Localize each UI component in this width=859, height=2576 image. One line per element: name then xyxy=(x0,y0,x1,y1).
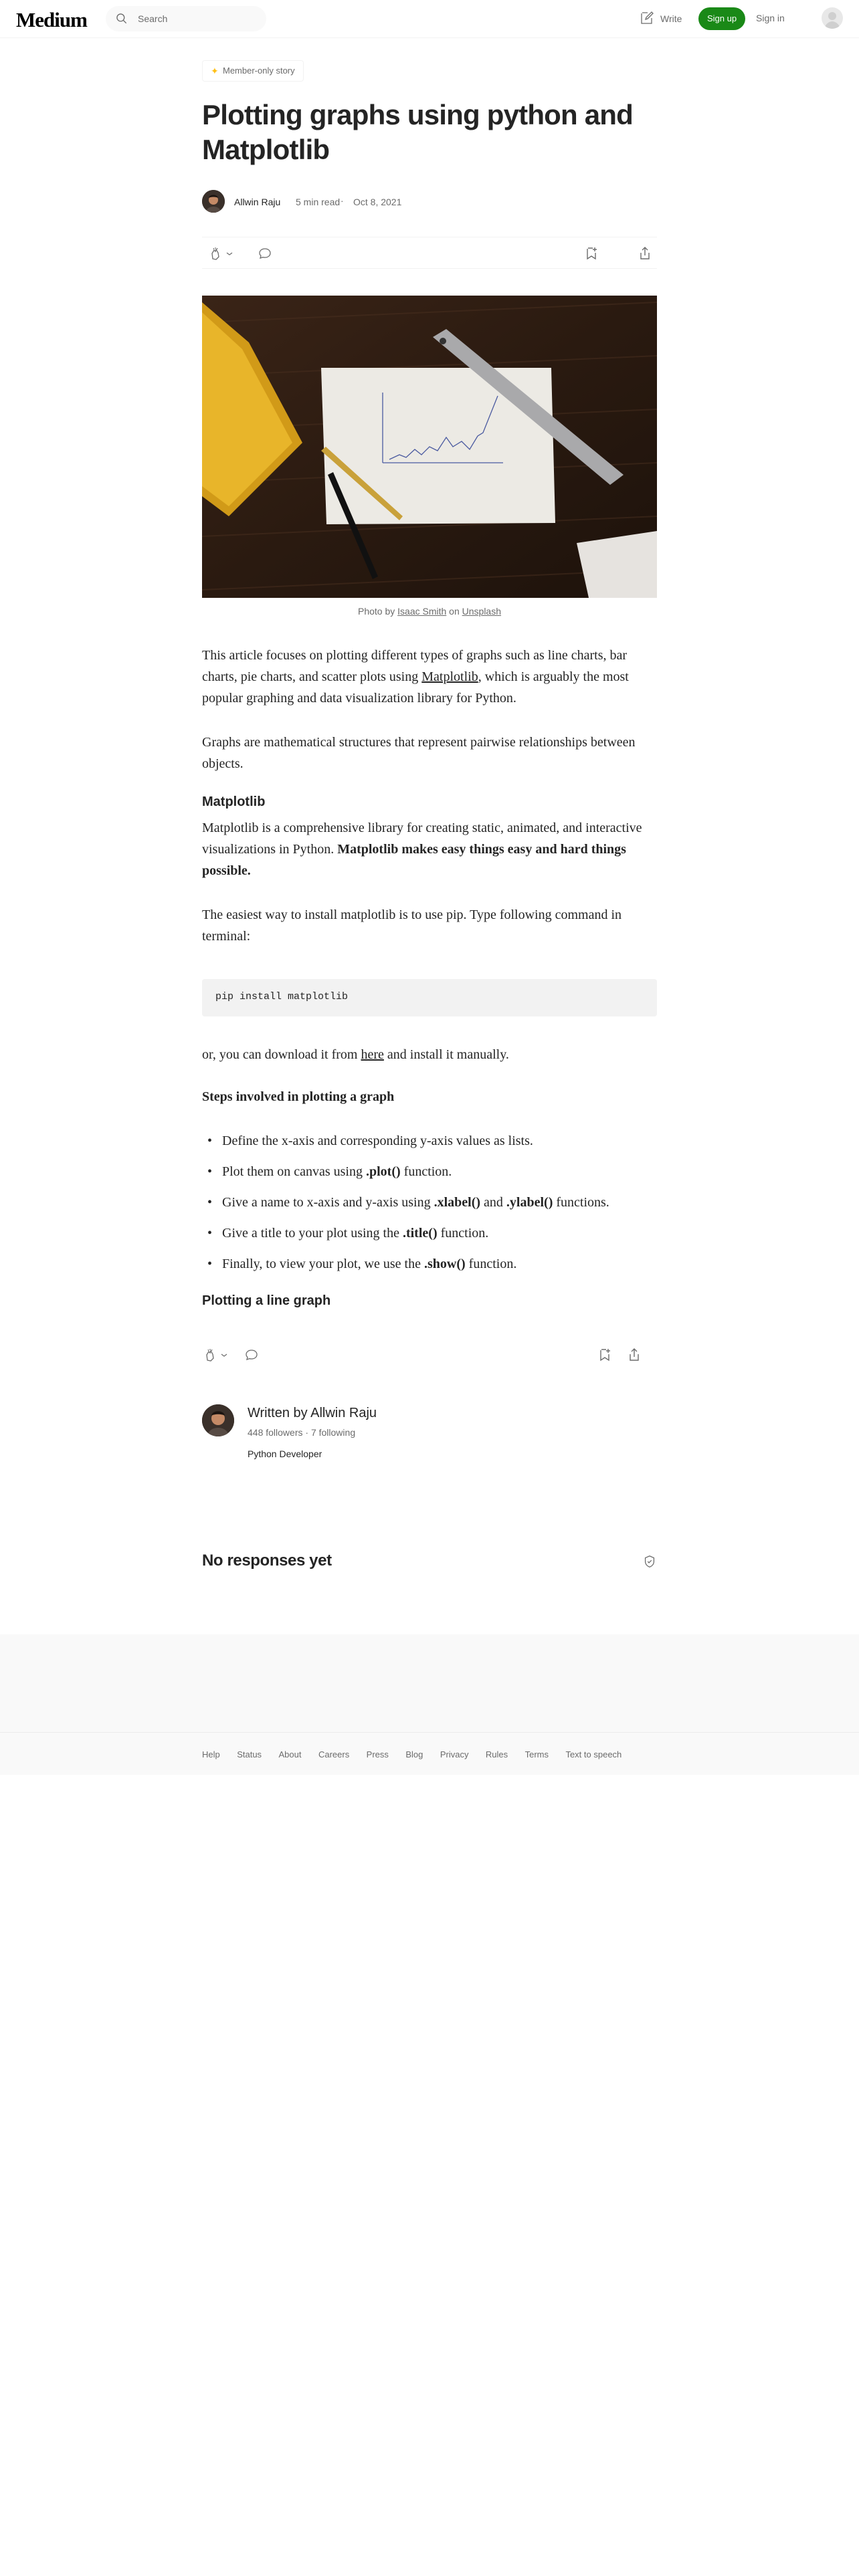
search-icon xyxy=(115,12,128,25)
heading-line-graph: Plotting a line graph xyxy=(202,1293,331,1308)
steps-list xyxy=(202,1130,657,1284)
search-box[interactable] xyxy=(106,6,266,31)
footer-links xyxy=(202,1749,636,1761)
list-item: • Plot them on canvas using .plot() function. xyxy=(202,1161,657,1192)
author-avatar-large[interactable] xyxy=(202,1404,234,1436)
read-time: 5 min read xyxy=(296,197,341,207)
publish-date: Oct 8, 2021 xyxy=(353,197,402,207)
intro-text-end: , which is arguably the most popular graphing and data visualization library for Python. xyxy=(202,669,629,706)
list-item: • Define the x-axis and corresponding y-axis values as lists. xyxy=(202,1130,657,1161)
clap-icon[interactable] xyxy=(207,245,223,261)
sign-in-link[interactable]: Sign in xyxy=(756,13,785,23)
user-avatar-icon[interactable] xyxy=(822,7,843,29)
footer-link-privacy[interactable]: Privacy xyxy=(440,1749,469,1759)
desk-photo-illustration xyxy=(202,296,657,598)
separator-dot: · xyxy=(341,195,344,206)
matplotlib-link[interactable]: Matplotlib xyxy=(421,669,478,684)
article-actions-top xyxy=(202,237,657,269)
write-icon xyxy=(639,10,655,26)
footer-link-terms[interactable]: Terms xyxy=(524,1749,549,1759)
top-navigation xyxy=(0,0,859,38)
bookmark-add-icon[interactable] xyxy=(583,245,599,261)
footer xyxy=(0,1732,859,1775)
chevron-down-icon[interactable] xyxy=(225,245,234,261)
here-link[interactable]: here xyxy=(361,1047,384,1062)
unsplash-link[interactable]: Unsplash xyxy=(462,606,502,617)
footer-link-text-to-speech[interactable]: Text to speech xyxy=(565,1749,622,1759)
medium-logo[interactable]: Medium xyxy=(16,8,87,31)
following-count[interactable]: 7 following xyxy=(310,1427,356,1438)
written-by-heading[interactable]: Written by Allwin Raju xyxy=(248,1406,377,1420)
comment-icon[interactable] xyxy=(257,245,273,261)
author-avatar[interactable] xyxy=(202,190,225,213)
download-text-end: and install it manually. xyxy=(387,1047,509,1062)
list-item: • Give a title to your plot using the .title() function. xyxy=(202,1222,657,1253)
heading-matplotlib: Matplotlib xyxy=(202,794,266,809)
caption-prefix: Photo by xyxy=(357,606,395,617)
author-stats xyxy=(248,1427,355,1438)
bookmark-add-icon[interactable] xyxy=(597,1347,613,1363)
clap-icon[interactable] xyxy=(202,1347,218,1363)
footer-link-status[interactable]: Status xyxy=(237,1749,262,1759)
author-name[interactable]: Allwin Raju xyxy=(234,197,281,207)
paragraph-graphs: Graphs are mathematical structures that represent pairwise relationships between objects. xyxy=(202,735,636,771)
footer-link-about[interactable]: About xyxy=(278,1749,302,1759)
paragraph-intro xyxy=(202,645,657,709)
article-actions-bottom xyxy=(202,1339,657,1371)
photographer-link[interactable]: Isaac Smith xyxy=(397,606,447,617)
list-item: • Give a name to x-axis and y-axis using .xlabel() and .ylabel() functions. xyxy=(202,1192,657,1222)
code-pip-install: pip install matplotlib xyxy=(215,991,349,1002)
shield-icon[interactable] xyxy=(642,1554,657,1569)
list-item: • Finally, to view your plot, we use the .show() function. xyxy=(202,1253,657,1284)
comment-icon[interactable] xyxy=(244,1347,260,1363)
image-caption xyxy=(202,606,657,617)
share-icon[interactable] xyxy=(626,1347,642,1363)
star-icon: ✦ xyxy=(211,66,219,76)
byline xyxy=(202,190,657,214)
sign-up-button[interactable]: Sign up xyxy=(698,7,745,30)
paragraph-download xyxy=(202,1044,657,1065)
member-only-badge xyxy=(202,60,304,82)
footer-link-help[interactable]: Help xyxy=(202,1749,220,1759)
responses-title: No responses yet xyxy=(202,1551,332,1570)
write-label: Write xyxy=(660,13,682,24)
followers-count[interactable]: 448 followers xyxy=(248,1427,303,1438)
code-block xyxy=(202,979,657,1016)
responses-section xyxy=(202,1551,657,1573)
author-bio: Python Developer xyxy=(248,1448,322,1459)
caption-mid: on xyxy=(449,606,460,617)
footer-link-blog[interactable]: Blog xyxy=(405,1749,423,1759)
member-only-label: Member-only story xyxy=(223,66,295,76)
stats-separator: · xyxy=(305,1427,309,1438)
paragraph-install: The easiest way to install matplotlib is to use pip. Type following command in terminal: xyxy=(202,907,622,944)
share-icon[interactable] xyxy=(637,245,653,261)
chevron-down-icon[interactable] xyxy=(219,1347,229,1363)
article-title: Plotting graphs using python and Matplotlib xyxy=(202,99,634,165)
intro-text: This article focuses on plotting different types of graphs such as line charts, bar charts, pie charts, and scatter plots using xyxy=(202,648,628,684)
matplotlib-desc: Matplotlib is a comprehensive library for creating static, animated, and interactive visualizations in Python. xyxy=(202,821,642,857)
hero-image xyxy=(202,296,657,598)
author-card xyxy=(202,1404,657,1471)
footer-link-rules[interactable]: Rules xyxy=(485,1749,508,1759)
download-text: or, you can download it from xyxy=(202,1047,358,1062)
matplotlib-bold: Matplotlib makes easy things easy and hard things possible. xyxy=(202,842,626,878)
footer-link-careers[interactable]: Careers xyxy=(318,1749,350,1759)
footer-link-press[interactable]: Press xyxy=(366,1749,389,1759)
paragraph-matplotlib xyxy=(202,817,657,881)
search-input[interactable]: Search xyxy=(138,13,168,24)
heading-steps: Steps involved in plotting a graph xyxy=(202,1089,395,1104)
